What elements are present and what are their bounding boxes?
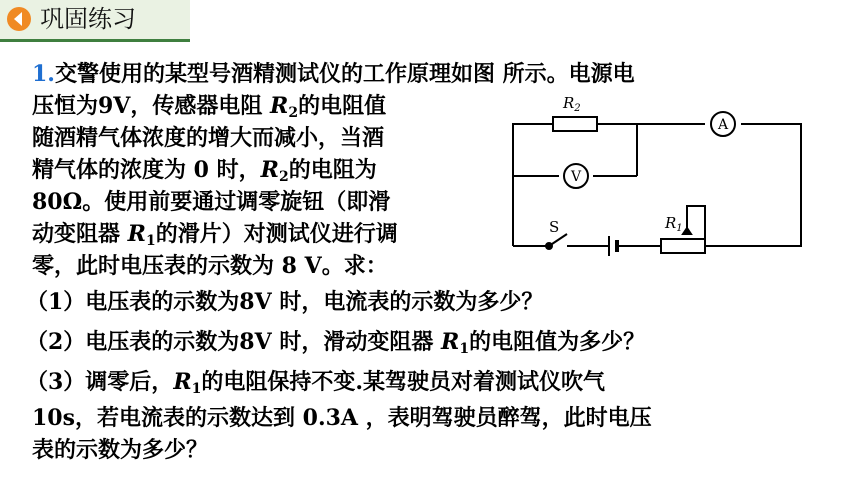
r1-label: $R_1$	[665, 214, 683, 234]
switch-label: S	[549, 218, 560, 236]
r2-resistor	[553, 117, 597, 131]
problem-line-7: 零，此时电压表的示数为 8 V。求：	[32, 253, 388, 279]
r1-rheostat	[661, 239, 705, 253]
left-arrow-circle-icon	[6, 6, 32, 32]
problem-line-2: 压恒为9V，传感器电阻 $R_2$的电阻值	[32, 93, 387, 121]
page-title: 巩固练习	[40, 5, 136, 33]
question-3: （3）调零后，$R_1$的电阻保持不变.某驾驶员对着测试仪吹气	[26, 369, 606, 397]
problem-line-1: 1.交警使用的某型号酒精测试仪的工作原理如图 所示。电源电	[32, 61, 635, 87]
r2-symbol: R	[270, 93, 289, 119]
problem-line-4: 精气体的浓度为 0 时，$R_2$的电阻为	[32, 157, 377, 185]
r2-label: $R_2$	[563, 94, 581, 114]
circuit-diagram	[505, 88, 815, 258]
voltmeter-label: V	[570, 169, 582, 185]
wire-top-right	[705, 124, 801, 246]
problem-line-5: 80Ω。使用前要通过调零旋钮（即滑	[32, 189, 391, 215]
problem-number: 1.	[32, 61, 55, 87]
problem-line-6: 动变阻器 $R_1$的滑片）对测试仪进行调	[32, 221, 398, 249]
question-2: （2）电压表的示数为8V 时，滑动变阻器 $R_1$的电阻值为多少？	[26, 329, 646, 357]
ammeter-label: A	[717, 117, 729, 133]
header	[0, 0, 860, 44]
question-3-line-3: 表的示数为多少？	[32, 437, 209, 463]
r1-slider-arrow	[683, 228, 691, 234]
question-3-line-2: 10s，若电流表的示数达到 0.3A ，表明驾驶员醉驾，此时电压	[32, 405, 652, 431]
header-underline	[0, 39, 190, 42]
wire-top-left	[513, 124, 553, 176]
question-1: （1）电压表的示数为8V 时，电流表的示数为多少？	[26, 289, 544, 315]
problem-line-3: 随酒精气体浓度的增大而减小，当酒	[32, 125, 385, 151]
